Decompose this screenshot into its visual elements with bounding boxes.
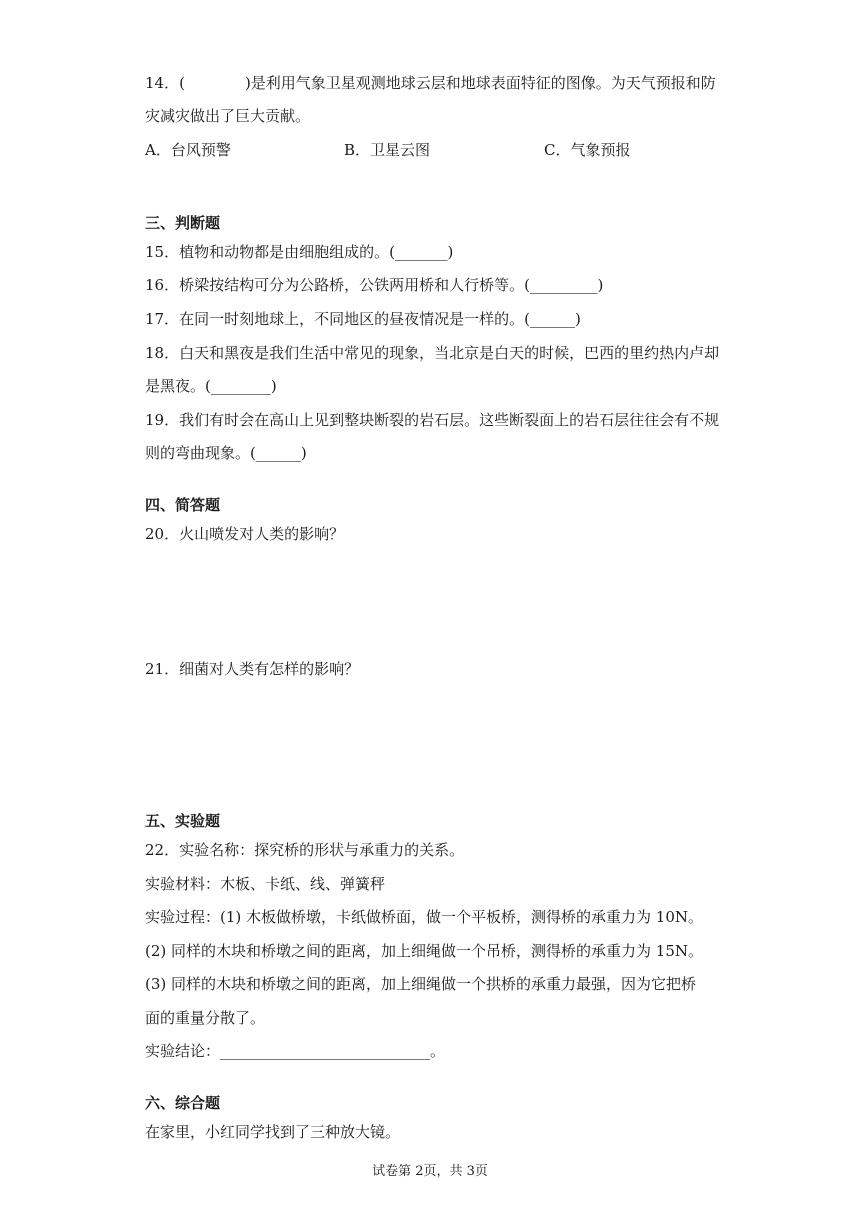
section-title-judgement: 三、判断题	[145, 214, 221, 232]
q22-process-3-line1: (3) 同样的木块和桥墩之间的距离，加上细绳做一个拱桥的承重力最强，因为它把桥	[145, 975, 697, 993]
q22-materials: 实验材料：木板、卡纸、线、弹簧秤	[145, 875, 386, 893]
q18-line1: 18．白天和黑夜是我们生活中常见的现象，当北京是白天的时候，巴西的里约热内卢却	[145, 344, 720, 362]
q21-text: 21．细菌对人类有怎样的影响？	[145, 660, 360, 678]
q17-text: 17．在同一时刻地球上，不同地区的昼夜情况是一样的。(______)	[145, 310, 581, 328]
page-footer: 试卷第 2页，共 3页	[372, 1164, 488, 1179]
q22-process-2: (2) 同样的木块和桥墩之间的距离，加上细绳做一个吊桥，测得桥的承重力为 15N。	[145, 942, 703, 960]
q22-conclusion: 实验结论：____________________________。	[145, 1042, 446, 1060]
section-title-comprehensive: 六、综合题	[145, 1094, 221, 1112]
q19-line2: 则的弯曲现象。(______)	[145, 444, 307, 462]
q16-text: 16．桥梁按结构可分为公路桥，公铁两用桥和人行桥等。(_________)	[145, 276, 604, 294]
q14-line1: 14．( )是利用气象卫星观测地球云层和地球表面特征的图像。为天气预报和防	[145, 74, 716, 92]
q14-option-b: B．卫星云图	[344, 141, 431, 159]
q22-text: 22．实验名称：探究桥的形状与承重力的关系。	[145, 841, 465, 859]
q22-process-1: 实验过程：(1) 木板做桥墩，卡纸做桥面，做一个平板桥，测得桥的承重力为 10N。	[145, 908, 703, 926]
q14-option-c: C．气象预报	[544, 141, 631, 159]
q18-line2: 是黑夜。(________)	[145, 377, 277, 395]
q20-text: 20．火山喷发对人类的影响？	[145, 525, 345, 543]
q22-process-3-line2: 面的重量分散了。	[145, 1009, 266, 1027]
q19-line1: 19．我们有时会在高山上见到整块断裂的岩石层。这些断裂面上的岩石层往往会有不规	[145, 411, 720, 429]
q14-line2: 灾减灾做出了巨大贡献。	[145, 107, 311, 125]
section-title-short-answer: 四、简答题	[145, 496, 221, 514]
section6-intro: 在家里，小红同学找到了三种放大镜。	[145, 1123, 401, 1141]
q14-option-a: A．台风预警	[145, 141, 231, 159]
q15-text: 15．植物和动物都是由细胞组成的。(_______)	[145, 243, 454, 261]
section-title-experiment: 五、实验题	[145, 812, 221, 830]
